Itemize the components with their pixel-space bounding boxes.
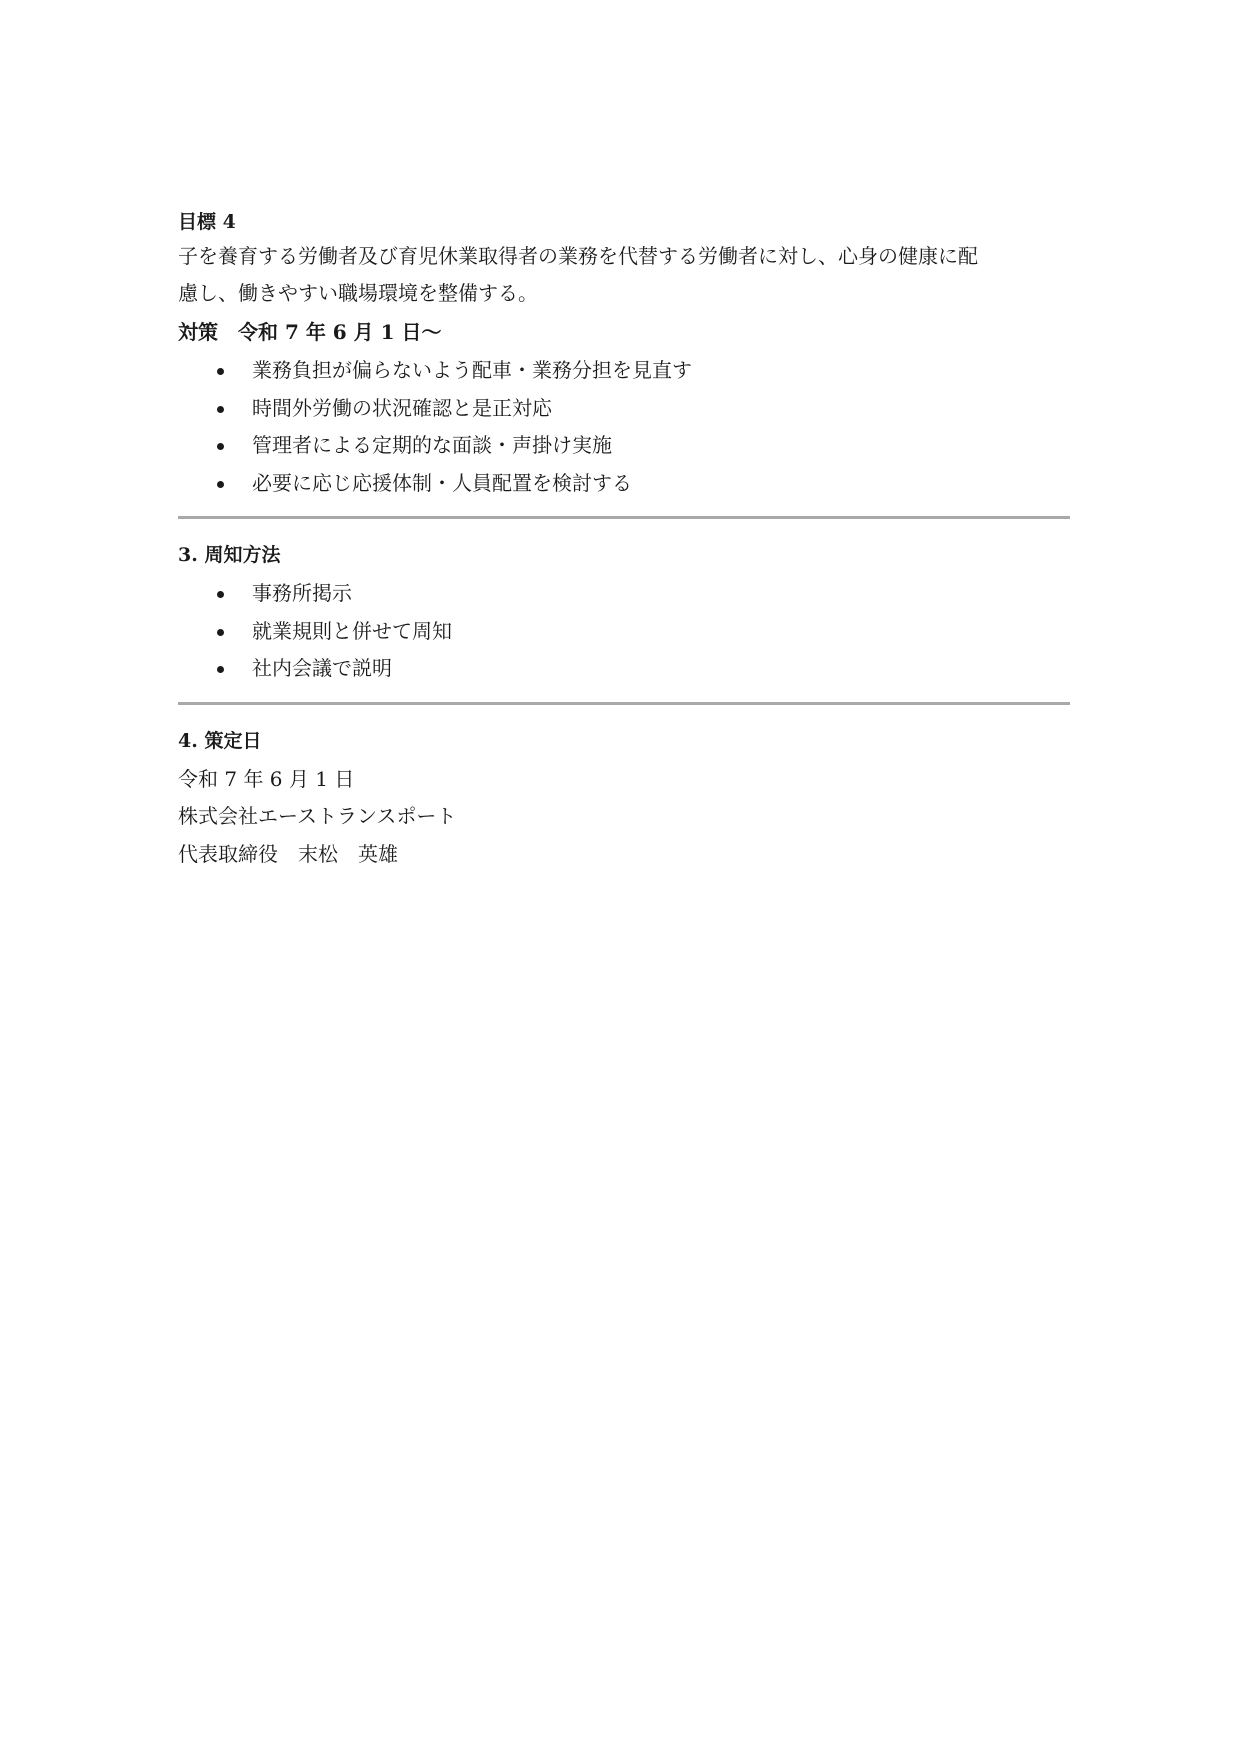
goal-4-text-line-2: 慮し、働きやすい職場環境を整備する。 [178, 281, 538, 305]
section-3-title: 3. 周知方法 [178, 544, 281, 566]
company-name: 株式会社エーストランスポート [178, 804, 457, 828]
list-item: 必要に応じ応援体制・人員配置を検討する [178, 465, 1070, 503]
goal-4-text-line-1: 子を養育する労働者及び育児休業取得者の業務を代替する労働者に対し、心身の健康に配 [178, 244, 978, 268]
enactment-date: 令和 7 年 6 月 1 日 [178, 766, 355, 791]
list-item: 時間外労働の状況確認と是正対応 [178, 390, 1070, 428]
document-page [178, 208, 1070, 873]
section-3-list [178, 575, 1070, 688]
section-divider [178, 702, 1070, 705]
section-4-title: 4. 策定日 [178, 729, 262, 752]
list-item: 管理者による定期的な面談・声掛け実施 [178, 427, 1070, 465]
goal-4-measures-heading: 対策 令和 7 年 6 月 1 日〜 [178, 320, 442, 344]
goal-4-measures-list [178, 352, 1070, 502]
list-item: 社内会議で説明 [178, 650, 1070, 688]
list-item: 事務所掲示 [178, 575, 1070, 613]
list-item: 就業規則と併せて周知 [178, 613, 1070, 651]
list-item: 業務負担が偏らないよう配車・業務分担を見直す [178, 352, 1070, 390]
section-divider [178, 516, 1070, 519]
representative-name: 代表取締役 末松 英雄 [178, 841, 398, 866]
goal-4-title: 目標 4 [178, 211, 236, 233]
